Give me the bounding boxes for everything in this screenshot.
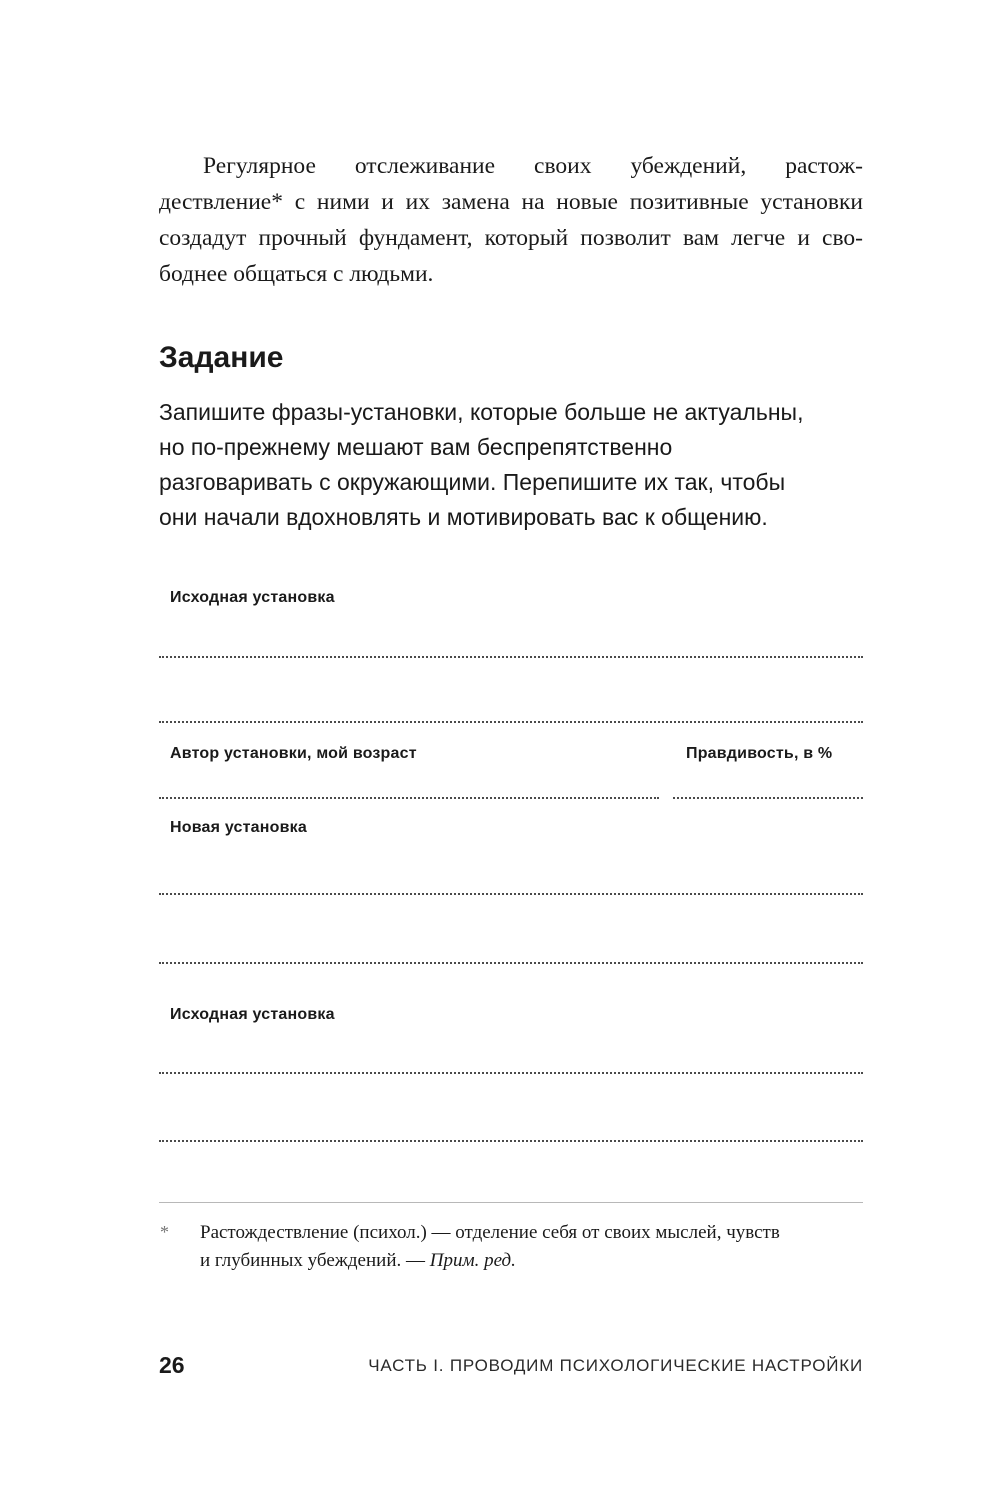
new-belief-label: Новая установка <box>170 819 307 836</box>
truthfulness-label: Правдивость, в % <box>686 745 833 762</box>
footnote-line-2-text: и глубинных убеждений. — <box>200 1250 430 1271</box>
paragraph-line-4: боднее общаться с людьми. <box>159 261 434 287</box>
page-number: 26 <box>159 1352 185 1378</box>
footnote-marker: * <box>160 1222 169 1242</box>
author-label: Автор установки, мой возраст <box>170 745 417 762</box>
original-belief-line-2[interactable] <box>159 721 863 723</box>
original-belief-label: Исходная установка <box>170 589 335 606</box>
original-belief-line-1[interactable] <box>159 656 863 658</box>
paragraph-line-3: создадут прочный фундамент, который позволит вам легче и сво- <box>159 225 863 251</box>
author-age-line[interactable] <box>159 797 659 799</box>
running-title: ЧАСТЬ I. ПРОВОДИМ ПСИХОЛОГИЧЕСКИЕ НАСТРОЙКИ <box>368 1356 863 1375</box>
footnote-divider <box>159 1202 863 1203</box>
footnote-line-1: Растождествление (психол.) — отделение себя от своих мыслей, чувств <box>200 1222 780 1243</box>
original-belief-label-2: Исходная установка <box>170 1006 335 1023</box>
original-belief-2-line-1[interactable] <box>159 1072 863 1074</box>
task-line-3: разговаривать с окружающими. Перепишите их так, чтобы <box>159 469 786 495</box>
paragraph-line-2: дествление* с ними и их замена на новые позитивные установки <box>159 189 863 215</box>
original-belief-2-line-2[interactable] <box>159 1140 863 1142</box>
paragraph-line-1: Регулярное отслеживание своих убеждений, растож- <box>203 153 863 179</box>
task-heading: Задание <box>159 341 284 374</box>
footnote-editor-note: Прим. ред. <box>429 1250 516 1271</box>
task-line-2: но по-прежнему мешают вам беспрепятственно <box>159 434 673 460</box>
task-line-4: они начали вдохновлять и мотивировать вас к общению. <box>159 504 768 530</box>
new-belief-line-2[interactable] <box>159 962 863 964</box>
new-belief-line-1[interactable] <box>159 893 863 895</box>
task-line-1: Запишите фразы-установки, которые больше не актуальны, <box>159 399 804 425</box>
footnote-line-2 <box>200 1247 516 1275</box>
truthfulness-line[interactable] <box>673 797 863 799</box>
